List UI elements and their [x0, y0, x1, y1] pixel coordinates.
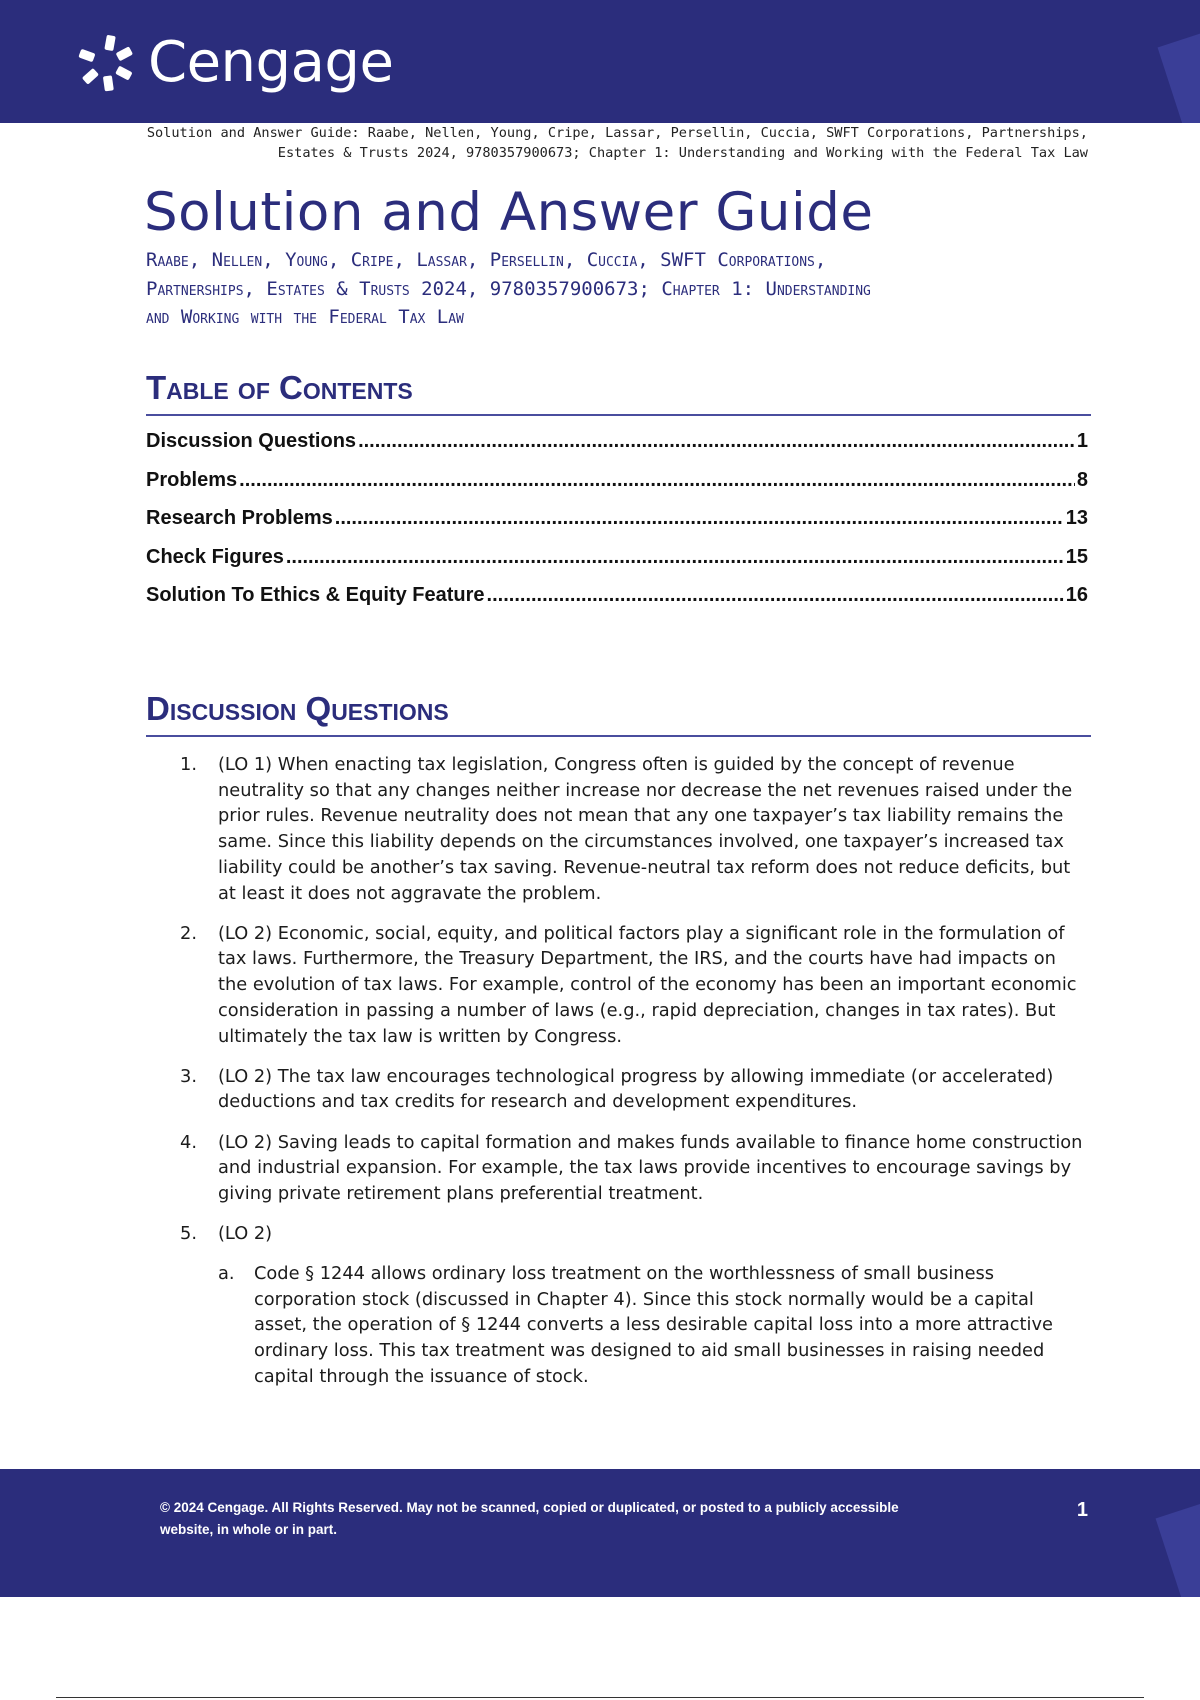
toc-entry-research-problems[interactable] — [146, 507, 1088, 546]
copyright-notice — [160, 1497, 940, 1541]
toc-entry-label: Problems — [146, 468, 238, 491]
toc-entry-label: Research Problems — [146, 507, 333, 529]
toc-heading: Table of Contents — [146, 368, 1091, 416]
question-item — [180, 1130, 1088, 1207]
question-number: 2. — [180, 922, 197, 944]
subtitle-line: Partnerships, Estates & Trusts 2024, 9780357900673; Chapter 1: Understanding — [146, 277, 871, 300]
subtitle-line: and Working with the Federal Tax Law — [146, 306, 464, 328]
subtitle-line: Raabe, Nellen, Young, Cripe, Lassar, Persellin, Cuccia, SWFT Corporations, — [146, 249, 827, 271]
running-head-line: Solution and Answer Guide: Raabe, Nellen, Young, Cripe, Lassar, Persellin, Cuccia, SWFT Corporations, Partnerships, — [146, 125, 1088, 141]
bottom-divider — [56, 1697, 1144, 1698]
toc-entry-check-figures[interactable] — [146, 546, 1088, 585]
question-number: 4. — [180, 1131, 197, 1153]
copyright-line: © 2024 Cengage. All Rights Reserved. May not be scanned, copied or duplicated, or posted to a publicly accessible — [160, 1500, 899, 1515]
page-title: Solution and Answer Guide — [144, 182, 874, 243]
toc-entry-problems[interactable] — [146, 469, 1088, 508]
page-header — [0, 0, 1200, 123]
table-of-contents — [146, 430, 1088, 623]
logo-wordmark: Cengage — [148, 30, 394, 95]
sub-question-letter: a. — [218, 1262, 235, 1284]
question-text: (LO 2) — [218, 1223, 273, 1245]
toc-entry-page: 8 — [1076, 468, 1088, 491]
question-item — [180, 921, 1088, 1050]
toc-entry-page: 13 — [1065, 507, 1088, 529]
question-text: (LO 2) The tax law encourages technological progress by allowing immediate (or accelerated) deductions and tax credits for research and development expenditures. — [218, 1065, 1054, 1113]
toc-entry-label: Discussion Questions — [146, 430, 357, 452]
page-footer — [0, 1469, 1200, 1597]
copyright-line: website, in whole or in part. — [160, 1522, 338, 1537]
toc-dot-leader — [239, 469, 1075, 492]
toc-dot-leader — [358, 430, 1075, 453]
toc-dot-leader — [335, 507, 1064, 530]
question-text: (LO 1) When enacting tax legislation, Congress often is guided by the concept of revenue neutrality so that any changes neither increase nor decrease the net revenues raised under the prior rules. Revenue neutrality does not mean that any one taxpayer’s tax liability remains the same. Since this liability depends on the circumstances involved, one taxpayer’s increased tax liability could be another’s tax saving. Revenue-neutral tax reform does not reduce deficits, but at least it does not aggravate the problem. — [218, 754, 1073, 904]
toc-dot-leader — [286, 546, 1064, 569]
sub-question-list — [218, 1261, 1088, 1390]
page-subtitle — [146, 246, 1066, 332]
cengage-logo — [76, 30, 393, 96]
corner-shape-icon — [1158, 29, 1200, 123]
page-number: 1 — [1076, 1499, 1088, 1521]
toc-entry-page: 1 — [1076, 430, 1088, 452]
question-item — [180, 1221, 1088, 1389]
question-number: 3. — [180, 1065, 197, 1087]
toc-entry-ethics-equity[interactable] — [146, 584, 1088, 623]
toc-entry-discussion-questions[interactable] — [146, 430, 1088, 469]
sub-question-item — [218, 1261, 1088, 1390]
sub-question-text: Code § 1244 allows ordinary loss treatment on the worthlessness of small business corporation stock (discussed in Chapter 4). Since this stock normally would be a capital asset, the operation of § 1244 converts a less desirable capital loss into a more attractive ordinary loss. This tax treatment was designed to aid small businesses in raising needed capital through the issuance of stock. — [254, 1262, 1053, 1387]
toc-entry-page: 16 — [1065, 584, 1088, 606]
toc-dot-leader — [487, 584, 1064, 607]
question-item — [180, 1064, 1088, 1115]
question-text: (LO 2) Economic, social, equity, and political factors play a significant role in the formulation of tax laws. Furthermore, the Treasury Department, the IRS, and the courts have had impacts on the evolution of tax laws. For example, control of the economy has been an important economic consideration in passing a number of laws (e.g., rapid depreciation, changes in tax rates). But ultimately the tax law is written by Congress. — [218, 922, 1077, 1047]
question-number: 1. — [180, 754, 197, 775]
question-number: 5. — [180, 1223, 197, 1245]
discussion-questions-heading: Discussion Questions — [146, 689, 1091, 737]
toc-entry-label: Solution To Ethics & Equity Feature — [146, 584, 485, 606]
running-head — [128, 123, 1088, 163]
cengage-logo-icon — [76, 33, 136, 93]
corner-shape-icon — [1156, 1500, 1200, 1597]
toc-entry-label: Check Figures — [146, 545, 284, 568]
running-head-line: Estates & Trusts 2024, 9780357900673; Chapter 1: Understanding and Working with the Federal Tax Law — [277, 145, 1088, 161]
discussion-questions-list — [180, 752, 1088, 1404]
toc-entry-page: 15 — [1065, 545, 1088, 568]
question-item — [180, 752, 1088, 906]
question-text: (LO 2) Saving leads to capital formation and makes funds available to finance home construction and industrial expansion. For example, the tax laws provide incentives to encourage savings by giving private retirement plans preferential treatment. — [218, 1131, 1083, 1205]
